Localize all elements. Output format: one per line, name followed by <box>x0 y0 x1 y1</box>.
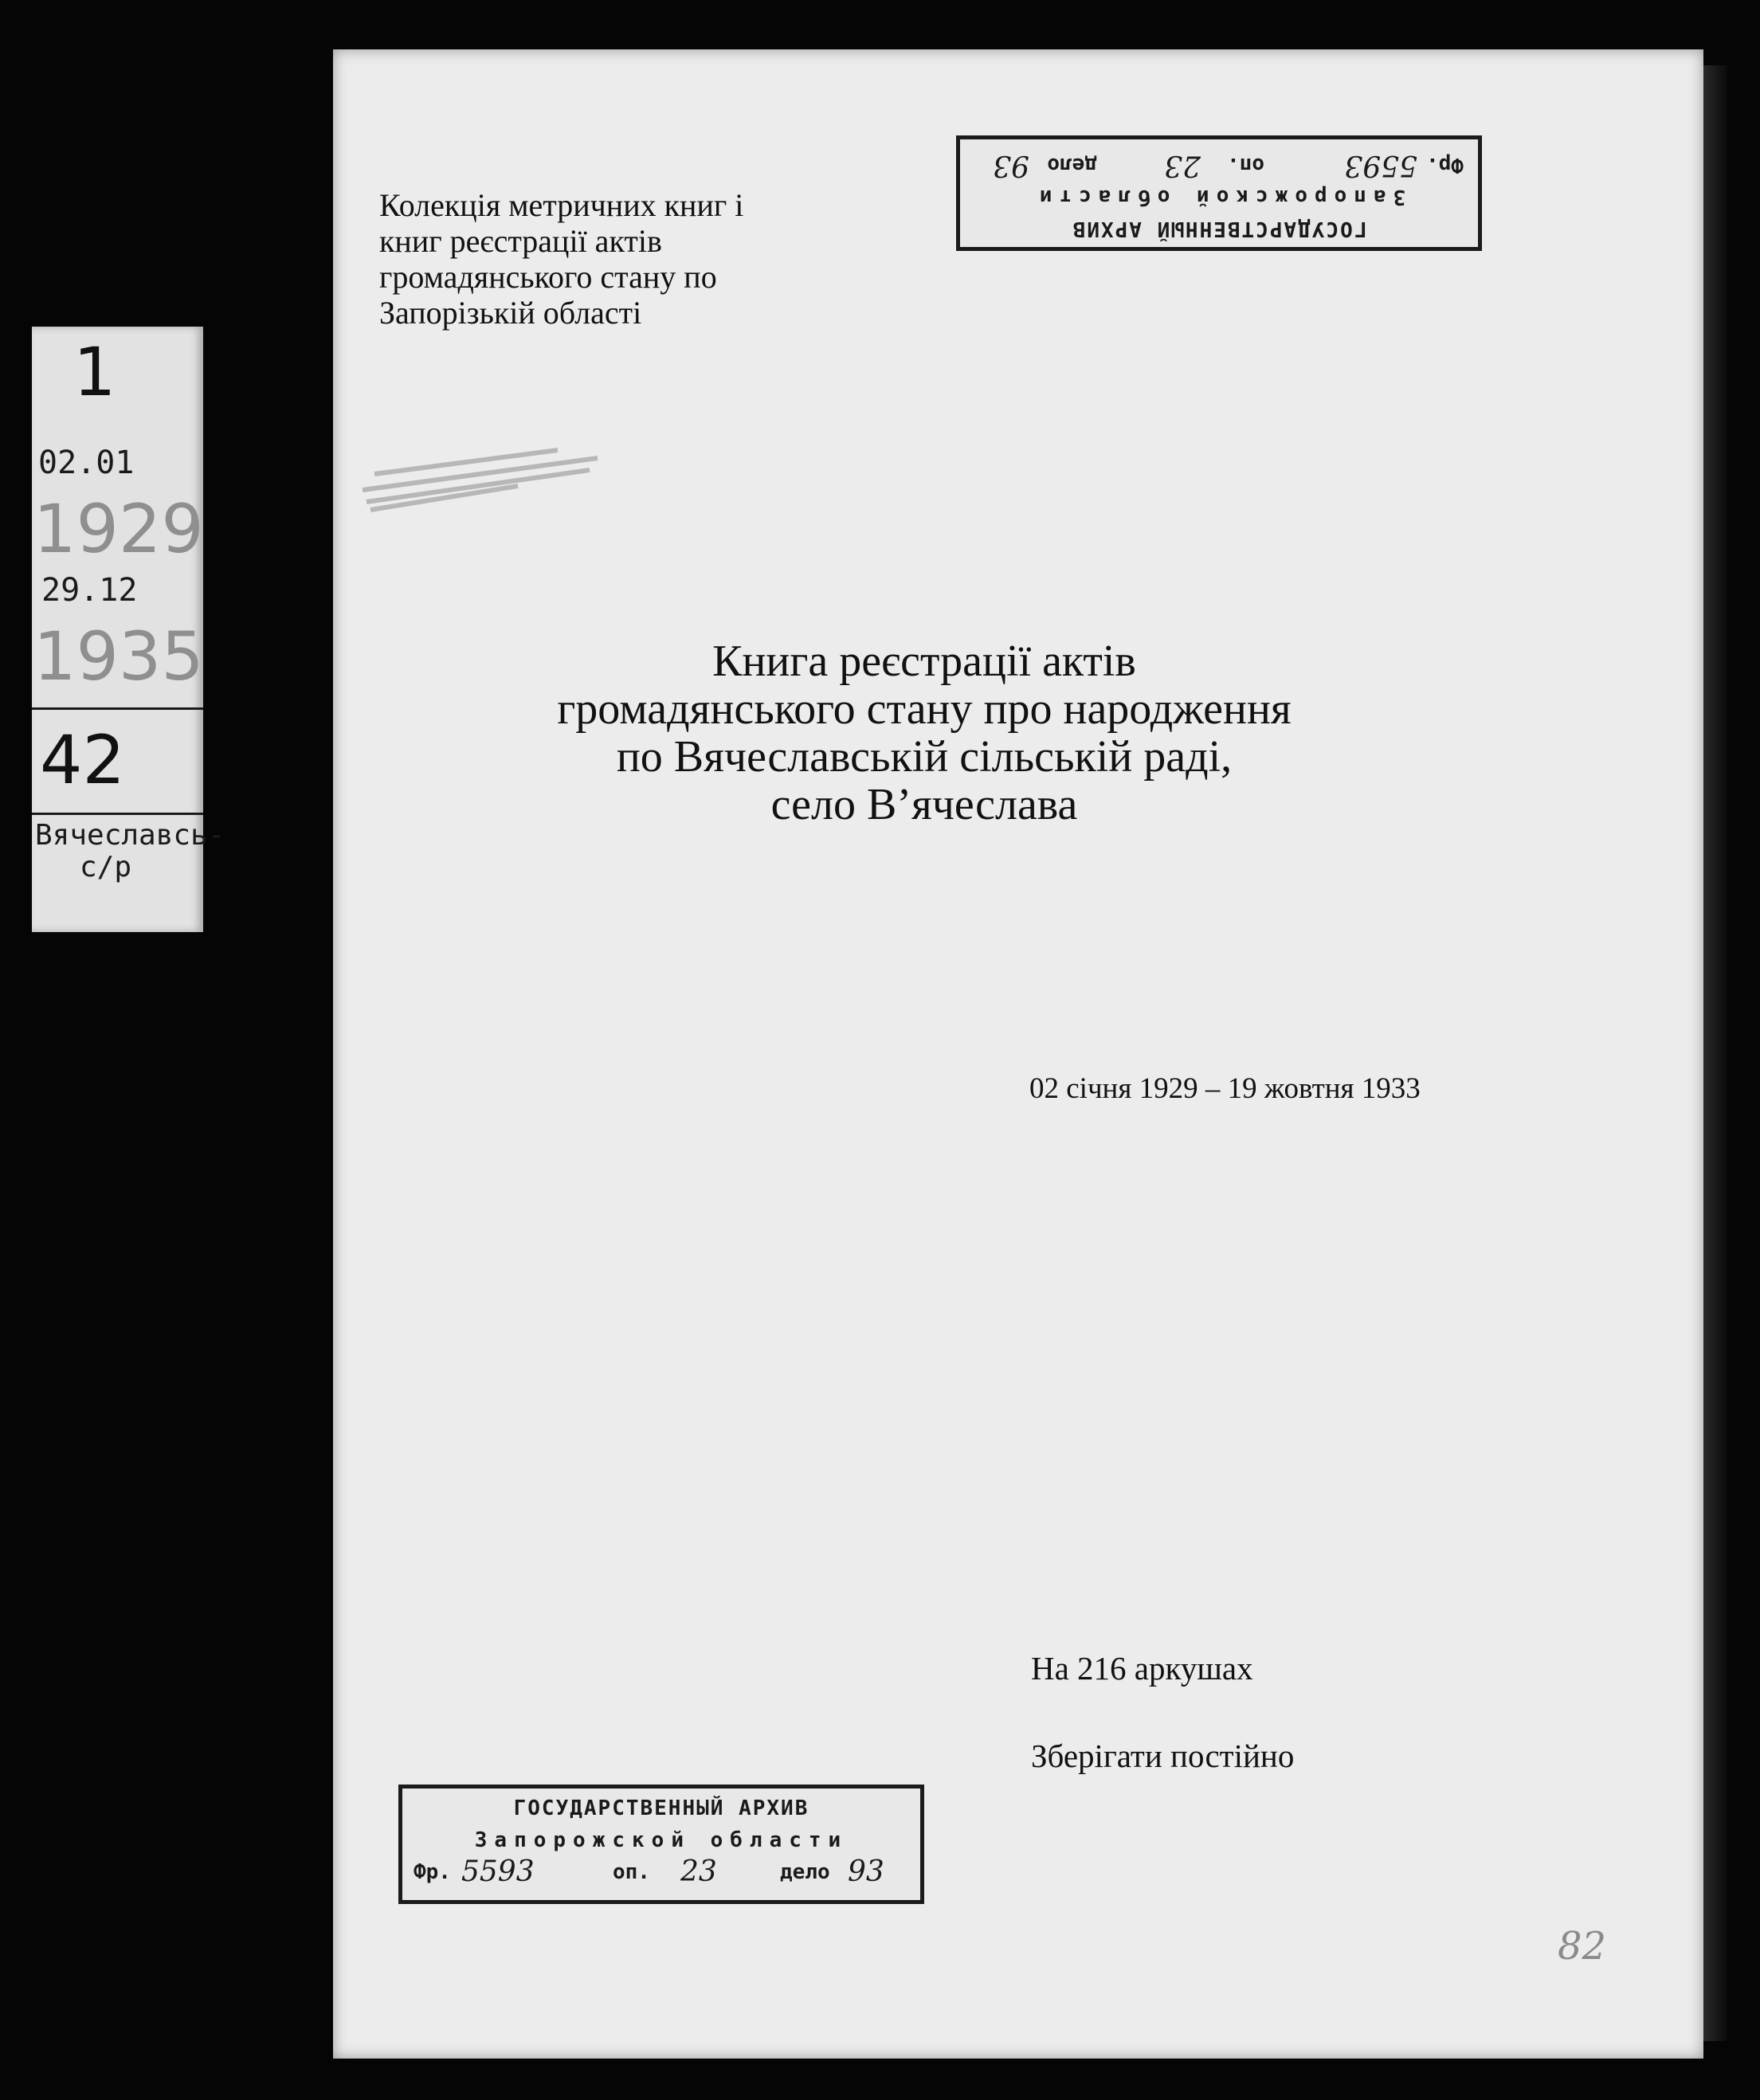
archive-stamp-bottom <box>398 1785 924 1904</box>
sheet-count: На 216 аркушах <box>1031 1650 1253 1687</box>
title-line: по Вячеславській сільській раді, <box>616 732 1233 782</box>
spine-volume: 1 <box>73 333 116 411</box>
spine-divider <box>32 707 203 710</box>
spine-label <box>32 327 225 932</box>
collection-line: Колекція метричних книг і <box>379 187 744 223</box>
scratch-marks <box>359 442 606 514</box>
collection-title <box>379 187 873 331</box>
stamp-delo-value: 93 <box>848 1855 884 1888</box>
stamp-opis-label: оп. <box>613 1860 650 1884</box>
cover-sheet <box>333 49 1703 2059</box>
main-title <box>478 637 1370 829</box>
spine-start-year: 1929 <box>33 490 204 568</box>
spine-start-day-month: 02.01 <box>38 445 135 481</box>
title-line: Книга реєстрації актів <box>712 637 1136 686</box>
stamp-delo-value: 93 <box>993 149 1029 182</box>
stamp-line1: ГОСУДАРСТВЕННЫЙ АРХИВ <box>1071 217 1367 241</box>
spine-end-day-month: 29.12 <box>41 572 138 609</box>
spine-file-number: 42 <box>40 721 125 799</box>
stamp-line1: ГОСУДАРСТВЕННЫЙ АРХИВ <box>513 1796 809 1820</box>
collection-line: громадянського стану по <box>379 259 717 295</box>
spine-divider <box>32 813 203 815</box>
stamp-fond-value: 5593 <box>461 1855 535 1888</box>
date-range: 02 січня 1929 – 19 жовтня 1933 <box>1029 1072 1421 1105</box>
stamp-fond-label: Фр. <box>1426 153 1464 177</box>
archive-stamp-top <box>956 135 1482 251</box>
stamp-delo-label: дело <box>780 1860 830 1884</box>
spine-village-line2: с/р <box>80 851 132 883</box>
title-line: громадянського стану про народження <box>557 684 1292 734</box>
stamp-fond-label: Фр. <box>414 1860 451 1884</box>
retention-note: Зберігати постійно <box>1031 1738 1295 1774</box>
stamp-opis-value: 23 <box>1164 149 1201 182</box>
spine-end-year: 1935 <box>33 617 204 695</box>
title-line: село В’ячеслава <box>770 780 1078 829</box>
spine-village-line1: Вячеславсь- <box>35 819 225 852</box>
stamp-delo-label: дело <box>1047 153 1097 177</box>
collection-line: книг реєстрації актів <box>379 223 662 259</box>
page-number: 82 <box>1558 1924 1607 1969</box>
stamp-line2: Запорожской области <box>1032 185 1406 209</box>
stamp-line2: Запорожской области <box>474 1828 849 1852</box>
stamp-opis-value: 23 <box>680 1855 717 1888</box>
collection-line: Запорізькій області <box>379 295 642 331</box>
stamp-fond-value: 5593 <box>1344 149 1417 182</box>
stamp-opis-label: оп. <box>1227 153 1264 177</box>
